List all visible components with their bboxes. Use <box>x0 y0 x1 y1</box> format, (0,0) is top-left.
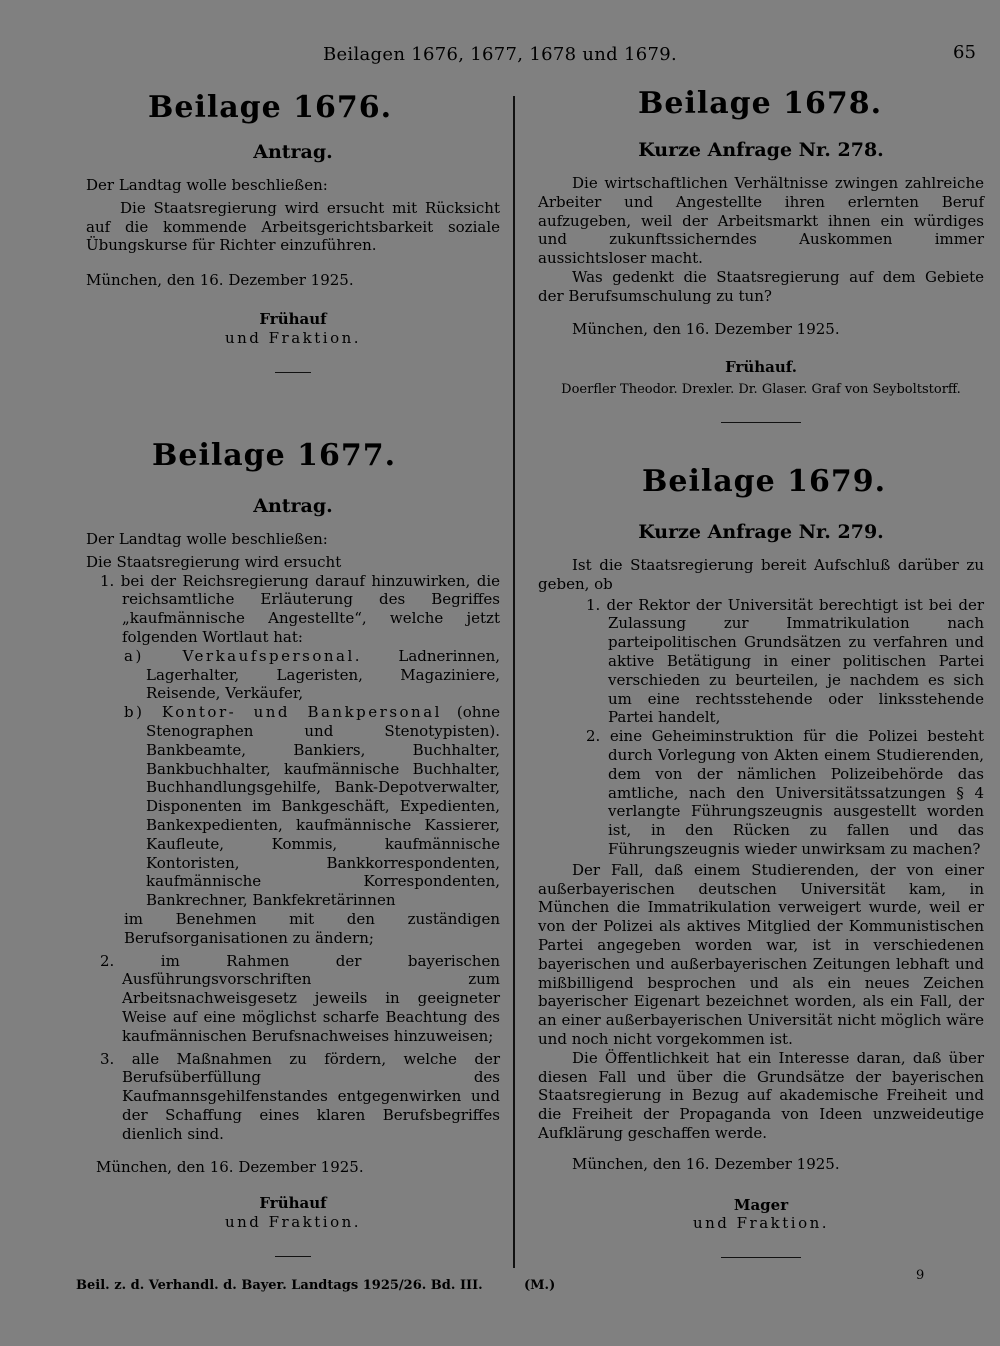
footer-sheet-number: 9 <box>916 1268 925 1283</box>
column-divider <box>513 96 515 1268</box>
beilage-1676 <box>86 90 500 373</box>
signer: Frühauf <box>259 309 327 328</box>
body-text: Die Staatsregierung wird ersucht mit Rücksicht auf die kommende Arbeitsgerichtsbarkeit soziale Übungskurse für Richter einzuführen. <box>86 198 500 255</box>
paragraph: Was gedenkt die Staatsregierung auf dem Gebiete der Berufsumschulung zu tun? <box>538 267 984 305</box>
beilage-subtitle: Antrag. <box>253 495 333 517</box>
paragraph: Die wirtschaftlichen Verhältnisse zwingen zahlreiche Arbeiter und Angestellte ihren erlernten Beruf aufzugeben, weil der Arbeitsmarkt ihnen ein würdiges und zukunftssicherndes Auskommen immer aussichtsloser macht. <box>538 174 984 268</box>
footer-mark: (M.) <box>524 1278 556 1293</box>
item-text: (ohne Stenographen und Stenotypisten). Bankbeamte, Bankiers, Buchhalter, Bankbuchhalter, kaufmännische Buchhalter, Buchhandlungsgehilfe, Bank-Depotverwalter, Disponenten im Bankgeschäft, Expedienten, Bankexpedienten, kaufmännische Kassierer, Kaufleute, Kommis, kaufmännische Kontoristen, Bankkorrespondenten, kaufmännische Korrespondenten, Bankrechner, Bankfekretärinnen <box>146 703 500 910</box>
section-rule <box>275 1256 311 1257</box>
intro-text: Ist die Staatsregierung bereit Aufschluß darüber zu geben, ob <box>538 556 984 593</box>
intro-text: Der Landtag wolle beschließen: <box>86 530 328 548</box>
date-line: München, den 16. Dezember 1925. <box>572 319 840 338</box>
fraction-line: und Fraktion. <box>224 328 362 347</box>
paragraph: Die Öffentlichkeit hat ein Interesse daran, daß über diesen Fall und über die Grundsätze der bayerischen Staatsregierung in Bezug auf akademische Freiheit und die Freiheit der Propaganda von Ideen unzweideutige Aufklärung geschaffen werde. <box>538 1048 984 1142</box>
date-line: München, den 16. Dezember 1925. <box>572 1154 840 1173</box>
section-rule <box>721 1257 801 1258</box>
list-item-1-tail: im Benehmen mit den zuständigen Berufsorganisationen zu ändern; <box>124 909 500 947</box>
section-rule <box>275 372 311 373</box>
fraction-line: und Fraktion. <box>692 1214 830 1233</box>
item-text: Ladnerinnen, Lagerhalter, Lageristen, Magaziniere, Reisende, Verkäufer, <box>146 646 500 703</box>
beilage-1678 <box>538 86 984 423</box>
list-item-1a <box>86 647 500 703</box>
paragraph: Der Fall, daß einem Studierenden, der von einer außerbayerischen deutschen Universität kam, in München die Immatrikulation verweigert wurde, weil er von der Polizei als aktives Mitglied der Kommunistischen Partei angegeben worden war, ist in verschiedenen bayerischen und außerbayerischen Zeitungen lebhaft und mißbilligend besprochen und als ein neues Zeichen bayerischer Eigenart bezeichnet worden, als ein Fall, der an einer außerbayerischen Universität nicht möglich wäre und noch nicht vorgekommen ist. <box>538 860 984 1048</box>
signer: Frühauf. <box>725 358 797 377</box>
item-label: b) Kontor- und Bankpersonal <box>124 703 442 722</box>
list-item-1: 1. der Rektor der Universität berechtigt ist bei der Zulassung zur Immatrikulation nach parteipolitischen Grundsätzen zu verfahren und aktive Betätigung in einer politischen Partei verschieden zu beurteilen, je nachdem es sich um eine rechtsstehende oder linksstehende Partei handelt, <box>586 595 984 727</box>
list-item-3: 3. alle Maßnahmen zu fördern, welche der Berufsüberfüllung des Kaufmannsgehilfenstandes entgegenwirken und der Schaffung eines klaren Berufsbegriffes dienlich sind. <box>100 1049 500 1143</box>
beilage-title: Beilage 1676. <box>148 90 393 125</box>
intro-text: Der Landtag wolle beschließen: <box>86 176 328 194</box>
beilage-title: Beilage 1679. <box>642 464 887 499</box>
running-title: Beilagen 1676, 1677, 1678 und 1679. <box>322 44 678 65</box>
date-line: München, den 16. Dezember 1925. <box>86 271 354 290</box>
beilage-title: Beilage 1678. <box>638 86 883 121</box>
beilage-title: Beilage 1677. <box>152 438 397 473</box>
date-line: München, den 16. Dezember 1925. <box>96 1157 364 1176</box>
list-item-2: 2. eine Geheiminstruktion für die Polizei besteht durch Vorlegung von Akten einem Studierenden, dem von der nämlichen Polizeibehörde das amtliche, nach den Universitätssatzungen § 4 verlangte Führungszeugnis ausgestellt worden ist, in den Rücken zu fallen und das Führungszeugnis wieder unwirksam zu machen? <box>586 727 984 858</box>
beilage-subtitle: Kurze Anfrage Nr. 278. <box>638 139 884 161</box>
beilage-1679 <box>538 464 984 1258</box>
beilage-1677 <box>86 438 500 1257</box>
beilage-subtitle: Antrag. <box>253 141 333 163</box>
fraction-line: und Fraktion. <box>224 1213 362 1232</box>
section-rule <box>721 422 801 423</box>
beilage-subtitle: Kurze Anfrage Nr. 279. <box>638 521 884 543</box>
list-item-2: 2. im Rahmen der bayerischen Ausführungsvorschriften zum Arbeitsnachweisgesetz jeweils in geeigneter Weise auf eine möglichst scharfe Beachtung des kaufmännischen Berufsnachweises hinzuweisen; <box>100 951 500 1045</box>
cosigners: Doerfler Theodor. Drexler. Dr. Glaser. Graf von Seyboltstorff. <box>561 382 961 398</box>
item-label: a) Verkaufspersonal. <box>124 646 363 665</box>
lead-text: Die Staatsregierung wird ersucht <box>86 552 342 571</box>
page-number: 65 <box>953 42 976 63</box>
footer-source: Beil. z. d. Verhandl. d. Bayer. Landtags 1925/26. Bd. III. <box>76 1278 483 1293</box>
signer: Frühauf <box>259 1194 327 1213</box>
list-item-1: 1. bei der Reichsregierung darauf hinzuwirken, die reichsamtliche Erläuterung des Begriffes „kaufmännische Angestellte“, welche jetzt folgenden Wortlaut hat: <box>100 571 500 646</box>
signer: Mager <box>733 1195 789 1214</box>
list-item-1b <box>86 703 500 910</box>
